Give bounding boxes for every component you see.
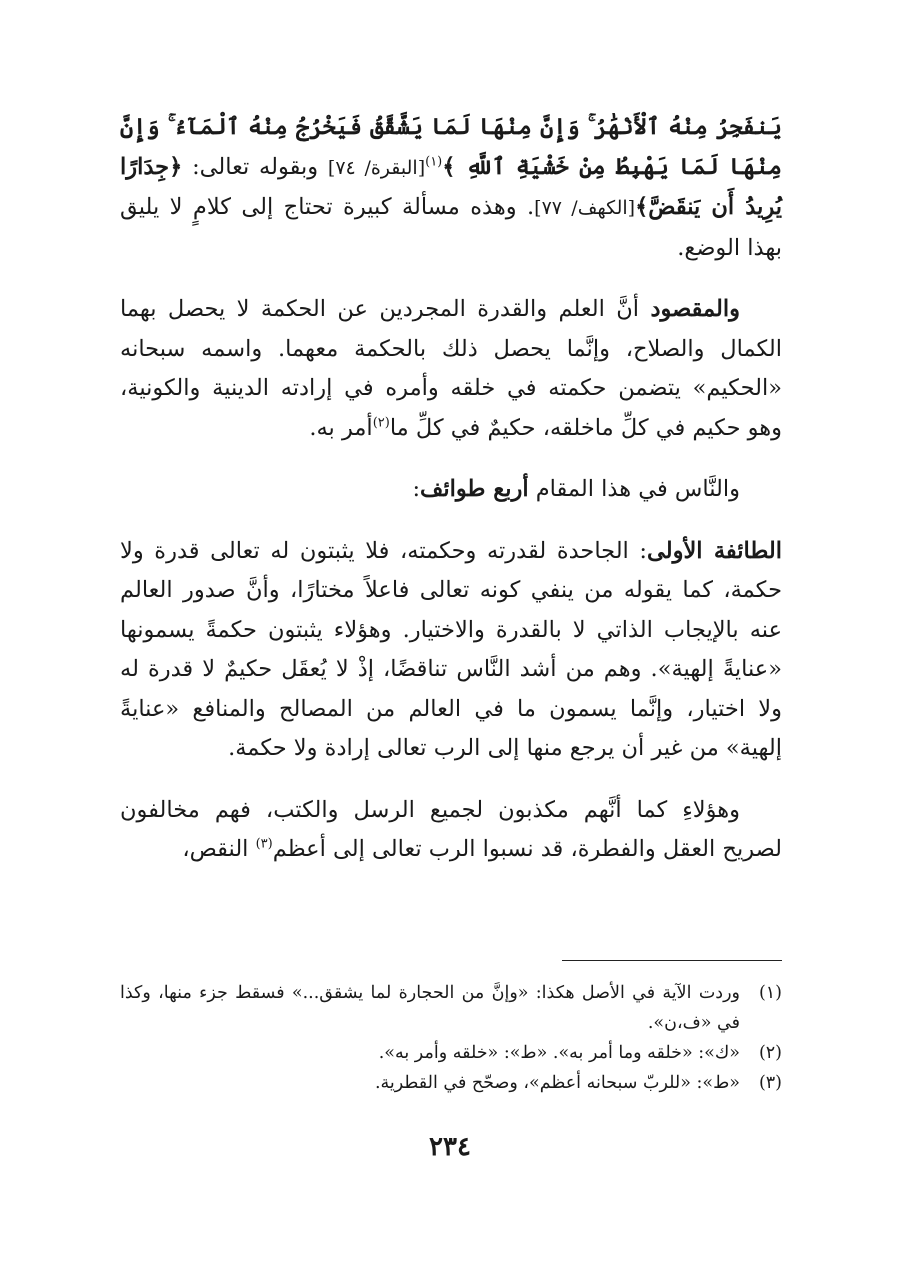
footnote-marker-3: (٣) [255,836,273,852]
paragraph-text: وبقوله تعالى: [182,153,328,180]
footnote-marker-2: (٢) [372,415,390,430]
paragraph-lead-term: الطائفة الأولى [647,537,782,564]
footnote-item [120,1068,782,1098]
paragraph-bold-term: أربع طوائف [420,476,529,502]
paragraph-text: والنَّاس في هذا المقام [528,476,740,502]
footnote-text: «ط»: «للربّ سبحانه أعظم»، وصحّح في القطرية. [374,1073,740,1093]
paragraph-four-groups [120,470,782,510]
paragraph-first-group [120,532,782,769]
paragraph-text: : [412,476,421,502]
footnotes-section [120,978,782,1098]
paragraph-text: وهؤلاءِ كما أنَّهم مكذبون لجميع الرسل والكتب، فهم مخالفون لصريح العقل والفطرة، قد نسبوا الرب تعالى إلى أعظم [120,796,782,862]
verse-reference-kahf: [الكهف/ ٧٧] [534,197,636,219]
verse-reference-baqarah: [البقرة/ ٧٤] [327,156,426,179]
footnote-number: (٢) [758,1043,782,1063]
footnote-divider [562,960,782,961]
paragraph-lead-term: والمقصود [650,296,740,322]
footnote-text: وردت الآية في الأصل هكذا: «وإنَّ من الحجارة لما يشقق...» فسقط جزء منها، وكذا في «ف،ن». [120,983,740,1033]
paragraph-text: أمر به. [309,414,373,441]
footnote-number: (٣) [758,1073,782,1093]
paragraph-text: النقص، [182,836,256,862]
footnote-item [120,978,782,1038]
footnote-marker-1: (١) [425,154,443,169]
quran-verse-baqarah: يَنفَجِرُ مِنْهُ ٱلْأَنْهَٰرُ ۚ وَإِنَّ مِنْهَا لَمَا يَشَّقَّقُ فَيَخْرُجُ مِنْهُ ٱلْمَآءُ ۚ وَإِنَّ مِنْهَا لَمَا يَهْبِطُ مِنْ خَشْيَةِ ٱللَّهِ ﴾ [120,114,782,180]
paragraph-quran-citation [120,108,782,268]
footnote-text: «ك»: «خلقه وما أمر به». «ط»: «خلقه وأمر به». [378,1043,740,1063]
paragraph-text: . وهذه مسألة كبيرة تحتاج إلى كلامٍ لا يليق بهذا الوضع. [120,194,782,261]
page-number: ٢٣٤ [429,1132,471,1162]
paragraph-purpose [120,290,782,448]
footnote-number: (١) [758,983,782,1003]
footnote-item [120,1038,782,1068]
paragraph-contradiction [120,791,782,870]
paragraph-text: أنَّ العلم والقدرة المجردين عن الحكمة لا يحصل بهما الكمال والصلاح، وإنَّما يحصل ذلك بالحكمة معهما. واسمه سبحانه «الحكيم» يتضمن حكمته في خلقه وأمره في إرادته الدينية والكونية، وهو حكيم في كلِّ ماخلقه، حكيمٌ في كلِّ ما [120,296,782,441]
quran-verse-kahf: ﴿جِدَارًا يُرِيدُ أَن يَنقَضَّ﴾ [120,153,783,220]
paragraph-text: : الجاحدة لقدرته وحكمته، فلا يثبتون له تعالى قدرة ولا حكمة، كما يقوله من ينفي كونه تعالى فاعلاً مختارًا، وأنَّ صدور العالم عنه بالإيجاب الذاتي لا بالقدرة والاختيار. وهؤلاء يثبتون حكمةً يسمونها «عنايةً إلهية». وهم من أشد النَّاس تناقضًا، إذْ لا يُعقَل حكيمٌ لا قدرة له ولا اختيار، وإنَّما يسمون ما في العالم من المصالح والمنافع «عنايةً إلهية» من غير أن يرجع منها إلى الرب تعالى إرادة ولا حكمة. [120,537,782,761]
